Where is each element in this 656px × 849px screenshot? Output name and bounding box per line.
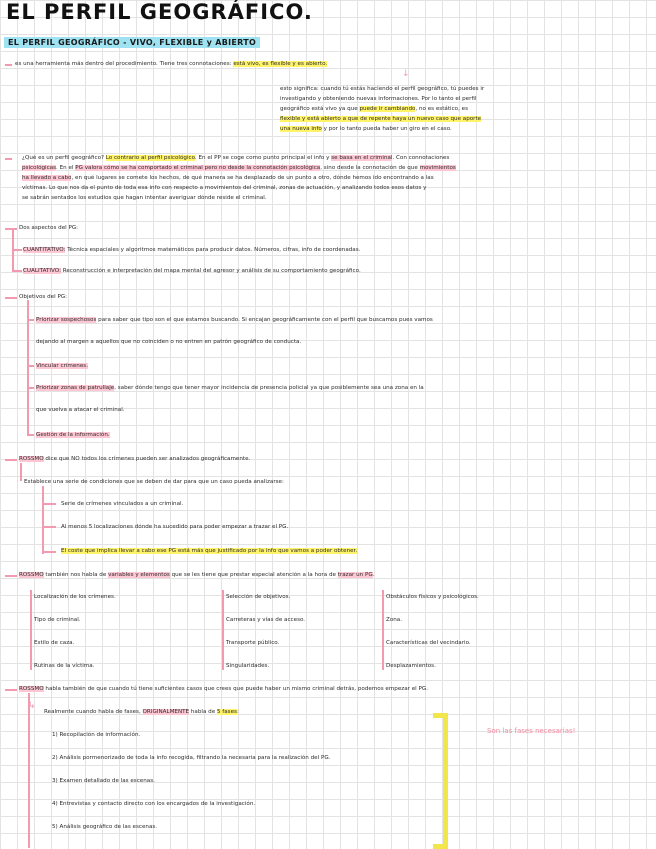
phase-item: 2) Análisis pormenorizado de toda la info recogida, filtrando la necesaria para la realización del PG. [52, 755, 331, 761]
objetivo-3 [36, 382, 424, 394]
pink-branch-line [42, 503, 56, 505]
question-line: se sabrán sentados los estudios que hagan intentar averiguar dónde reside el criminal. [22, 195, 267, 201]
intro-line [15, 58, 327, 70]
highlight: Lo contrario al perfil psicológico [105, 155, 195, 161]
text: habla de [189, 709, 217, 715]
objetivo-1-cont: dejando al margen a aquellos que no coinciden o no entren en patrón geográfico de conducta. [36, 339, 302, 345]
variable-item: Transporte público. [226, 640, 280, 646]
text: Realmente cuando habla de fases, [44, 709, 143, 715]
text: también nos habla de [43, 572, 109, 578]
pink-branch-line [42, 486, 44, 554]
objetivo-3-cont: que vuelva a atacar el criminal. [36, 407, 125, 413]
objetivo-2 [36, 360, 88, 372]
variable-item: Obstáculos físicos y psicológicos. [386, 594, 479, 600]
page-title: EL PERFIL GEOGRÁFICO. [6, 0, 313, 24]
yellow-bracket [433, 713, 448, 849]
objetivos-header: Objetivos del PG: [19, 294, 68, 300]
question-line: víctimas. Lo que nos da el punto de toda esa info con respecto a movimientos del criminal, zonas de actuación, y analizando todos esos datos y [22, 185, 427, 191]
pink-branch-line [12, 249, 22, 251]
objetivo-4 [36, 429, 110, 441]
question-line [22, 173, 650, 183]
phase-item: 3) Examen detallado de las escenas. [52, 778, 155, 784]
phase-item: 4) Entrevistas y contacto directo con los encargados de la investigación. [52, 801, 256, 807]
variable-item: Zona. [386, 617, 403, 623]
highlight: Priorizar zonas de patrullaje [36, 385, 115, 391]
pink-dash [5, 459, 17, 461]
explanation-paragraph [280, 84, 640, 134]
text: , en qué lugares se comete los hechos, de qué manera se ha desplazado de un punto a otro, dónde hemos ido encontrando a las [71, 175, 434, 181]
variable-item: Desplazamientos. [386, 663, 436, 669]
pink-branch-line [27, 319, 34, 321]
highlight: ORIGINALMENTE [142, 709, 190, 715]
pink-dash [5, 228, 17, 230]
explanation-line [280, 104, 640, 114]
text: : [236, 709, 239, 715]
highlight: ROSSMO [19, 572, 44, 578]
text: habla también de que cuando tú tiene suficientes casos que crees que puede haber un mismo criminal detrás, podemos empezar el PG. [43, 686, 428, 692]
pink-branch-line [27, 365, 34, 367]
highlight: psicológicas [22, 165, 57, 171]
highlight: 5 fases [216, 709, 237, 715]
variable-item: Localización de los crímenes. [34, 594, 116, 600]
variable-item: Rutinas de la víctima. [34, 663, 95, 669]
pink-branch-line [28, 693, 30, 848]
margin-note: Son las fases necesarias! [487, 727, 576, 735]
variable-item: Estilo de caza. [34, 640, 75, 646]
pink-dash [5, 575, 17, 577]
question-paragraph [22, 153, 650, 203]
highlight: Priorizar sospechosos [36, 317, 97, 323]
text: , sino desde la connotación de que [320, 165, 420, 171]
text: . [372, 572, 375, 578]
highlight: flexible y está abierto a que de repente haya un nuevo caso que aporte [280, 116, 482, 122]
pink-branch-line [20, 463, 22, 481]
pink-branch-line [42, 551, 56, 553]
variable-item: Carreteras y vías de acceso. [226, 617, 306, 623]
condition-2: Al menos 5 localizaciones dónde ha sucedido para poder empezar a trazar el PG. [61, 524, 289, 530]
highlight: ROSSMO [19, 456, 44, 462]
question-line [22, 163, 650, 173]
explanation-line [280, 114, 640, 124]
phase-item: 1) Recopilación de información. [52, 732, 141, 738]
label: CUALITATIVO: [23, 268, 61, 274]
pink-bar [222, 590, 224, 670]
fases-intro [44, 706, 239, 718]
text: , no es estático, es [415, 106, 468, 112]
rossmo-statement-3 [19, 683, 428, 695]
text: ¿Qué es un perfil geográfico? [22, 155, 106, 161]
aspecto-cuantitativo [23, 244, 360, 256]
variable-item: Selección de objetivos. [226, 594, 291, 600]
highlight: Gestión de la información. [36, 432, 110, 438]
variable-item: Tipo de criminal. [34, 617, 81, 623]
condition-3 [61, 545, 357, 557]
intro-highlight: está vivo, es flexible y es abierto. [233, 61, 328, 67]
explanation-line [280, 124, 640, 134]
objetivo-1 [36, 314, 433, 326]
phase-item: 5) Análisis geográfico de las escenas. [52, 824, 158, 830]
rossmo-statement-2 [19, 569, 374, 581]
pink-bar [30, 590, 32, 670]
text: geográfico está vivo ya que [280, 106, 360, 112]
highlight: PG valora cómo se ha comportado el criminal pero no desde la connotación psicológica [75, 165, 321, 171]
label: CUANTITATIVO: [23, 247, 66, 253]
right-arrow-icon: ↳ [28, 701, 36, 711]
highlight: ha llevado a cabo [22, 175, 72, 181]
down-arrow-icon: ↓ [402, 69, 410, 79]
pink-dash [5, 64, 12, 66]
intro-text: es una herramienta más dentro del procedimiento. Tiene tres connotaciones: [15, 61, 234, 67]
rossmo-conditions: Establece una serie de condiciones que se deben de dar para que un caso pueda analizarse: [24, 479, 284, 485]
variable-item: Singularidades. [226, 663, 270, 669]
explanation-line: investigando y obteniendo nuevas informaciones. Por lo tanto el perfil [280, 96, 477, 102]
highlight: una nueva info [280, 126, 322, 132]
text: . En el [56, 165, 76, 171]
aspecto-cualitativo [23, 265, 361, 277]
pink-branch-line [27, 387, 34, 389]
pink-branch-line [27, 434, 34, 436]
highlight: movimientos [419, 165, 456, 171]
highlight: ROSSMO [19, 686, 44, 692]
explanation-line: esto significa: cuando tú estás haciendo el perfil geográfico, tú puedes ir [280, 86, 485, 92]
condition-1: Serie de crímenes vinculados a un criminal. [61, 501, 184, 507]
text: Reconstrucción e interpretación del mapa mental del agresor y análisis de su comportamiento geográfico. [60, 268, 361, 274]
highlight: Vincular crímenes. [36, 363, 88, 369]
text: , saber dónde tengo que tener mayor incidencia de presencia policial ya que posiblemente sea una zona en la [114, 385, 424, 391]
highlight: trazar un PG [337, 572, 373, 578]
text: . Con connotaciones [392, 155, 450, 161]
pink-dash [5, 689, 17, 691]
highlight: puede ir cambiando [359, 106, 416, 112]
text: que se les tiene que prestar especial atención a la hora de [169, 572, 338, 578]
text: dice que NO todos los crímenes pueden ser analizados geográficamente. [43, 456, 251, 462]
text: Técnica espaciales y algoritmos matemáticos para producir datos. Números, cifras, info de coordenadas. [65, 247, 361, 253]
text: . En el PP se coge como punto principal el info y [194, 155, 332, 161]
pink-dash [5, 297, 17, 299]
highlight: variables y elementos [108, 572, 170, 578]
aspectos-header: Dos aspectos del PG: [19, 225, 79, 231]
pink-branch-line [42, 526, 56, 528]
highlight: El coste que implica llevar a cabo ese PG está más que justificado por la info que vamos a poder obtener. [61, 548, 358, 554]
variable-item: Características del vecindario. [386, 640, 471, 646]
text: para saber que tipo son el que estamos buscando. Si encajan geográficamente con el perfil que buscamos pues vamos [96, 317, 433, 323]
rossmo-statement-1 [19, 453, 250, 465]
question-line [22, 153, 650, 163]
pink-bar [382, 590, 384, 670]
pink-dash [5, 158, 12, 160]
highlight: se basa en el criminal [331, 155, 393, 161]
text: y por lo tanto pueda haber un giro en el caso. [321, 126, 452, 132]
pink-branch-line [12, 270, 22, 272]
section-subtitle: EL PERFIL GEOGRÁFICO - VIVO, FLEXIBLE y ABIERTO [4, 37, 260, 48]
